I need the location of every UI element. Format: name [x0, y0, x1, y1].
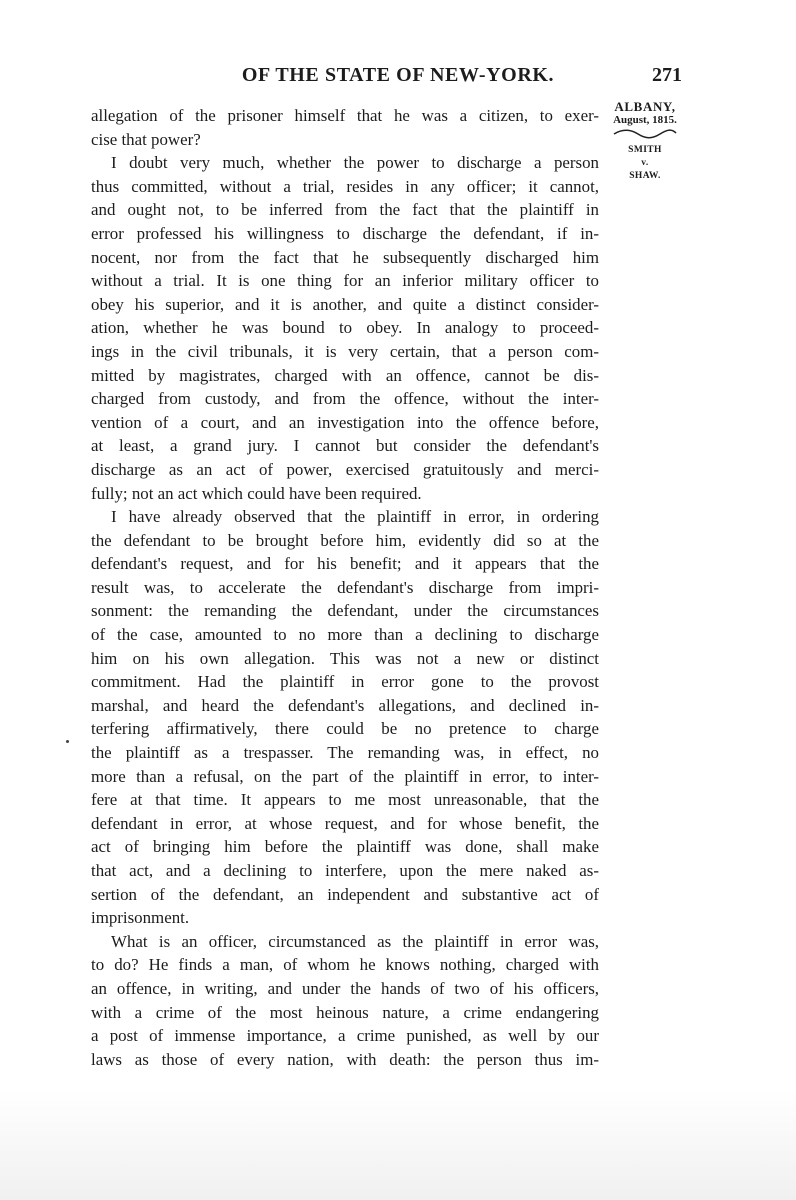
text-line: at least, a grand jury. I cannot but consider the defendant's [91, 436, 599, 456]
text-line: mitted by magistrates, charged with an offence, cannot be dis- [91, 365, 599, 385]
text-line: charged from custody, and from the offence, without the inter- [91, 389, 599, 409]
margin-note-place: ALBANY, [614, 99, 676, 114]
text-line: and ought not, to be inferred from the fact that the plaintiff in [91, 200, 599, 220]
text-line: commitment. Had the plaintiff in error gone to the provost [91, 672, 599, 692]
text-line: to do? He finds a man, of whom he knows nothing, charged with [91, 955, 599, 975]
stray-ink-mark [66, 740, 69, 743]
text-line: sertion of the defendant, an independent and substantive act of [91, 884, 599, 904]
margin-note-case [604, 144, 686, 182]
page-number: 271 [652, 64, 682, 86]
text-line: the plaintiff as a trespasser. The remanding was, in effect, no [91, 743, 599, 763]
text-line: an offence, in writing, and under the hands of two of his officers, [91, 978, 599, 998]
text-line: with a crime of the most heinous nature, a crime endangering [91, 1002, 599, 1022]
text-line: laws as those of every nation, with death: the person thus im- [91, 1049, 599, 1069]
text-line: defendant in error, at whose request, and for whose benefit, the [91, 813, 599, 833]
text-line: marshal, and heard the defendant's allegations, and declined in- [91, 695, 599, 715]
text-line: discharge as an act of power, exercised gratuitously and merci- [91, 459, 599, 479]
text-line: terfering affirmatively, there could be no pretence to charge [91, 719, 599, 739]
margin-note-date: August, 1815. [613, 113, 677, 126]
text-line: fere at that time. It appears to me most unreasonable, that the [91, 790, 599, 810]
text-line: imprisonment. [91, 908, 190, 928]
text-line: sonment: the remanding the defendant, under the circumstances [91, 601, 599, 621]
text-line: more than a refusal, on the part of the plaintiff in error, to inter- [91, 766, 599, 786]
case-party-1: SMITH [628, 145, 662, 156]
text-line: error professed his willingness to discharge the defendant, if in- [91, 223, 599, 243]
margin-note [604, 100, 686, 183]
text-line: nocent, nor from the fact that he subsequently discharged him [91, 247, 599, 267]
text-line: allegation of the prisoner himself that he was a citizen, to exer- [91, 106, 599, 125]
body-text [91, 104, 599, 1071]
text-line: ation, whether he was bound to obey. In analogy to proceed- [91, 318, 599, 338]
case-party-2: SHAW. [629, 170, 661, 181]
flourish-ornament-icon [612, 128, 678, 140]
text-line: ings in the civil tribunals, it is very certain, that a person com- [91, 341, 599, 361]
text-line: that act, and a declining to interfere, upon the mere naked as- [91, 861, 599, 880]
text-line: thus committed, without a trial, resides in any officer; it cannot, [91, 176, 599, 196]
text-line: of the case, amounted to no more than a declining to discharge [91, 625, 599, 645]
text-line: cise that power? [91, 129, 201, 149]
scan-shadow [0, 1090, 796, 1200]
text-line: vention of a court, and an investigation into the offence before, [91, 412, 599, 432]
case-versus: v. [641, 158, 649, 168]
text-line: without a trial. It is one thing for an inferior military officer to [91, 271, 599, 291]
text-line: obey his superior, and it is another, and quite a distinct consider- [91, 294, 599, 314]
text-line: What is an officer, circumstanced as the plaintiff in error was, [111, 931, 599, 951]
text-line: I doubt very much, whether the power to discharge a person [111, 153, 599, 173]
text-line: a post of immense importance, a crime punished, as well by our [91, 1026, 599, 1046]
text-line: defendant's request, and for his benefit; and it appears that the [91, 554, 599, 574]
text-line: I have already observed that the plaintiff in error, in ordering [111, 507, 599, 527]
text-line: the defendant to be brought before him, evidently did so at the [91, 530, 599, 550]
text-line: fully; not an act which could have been required. [91, 483, 422, 503]
text-line: act of bringing him before the plaintiff was done, shall make [91, 837, 599, 857]
running-head: OF THE STATE OF NEW-YORK. [241, 64, 555, 86]
text-line: result was, to accelerate the defendant's discharge from impri- [91, 577, 599, 597]
text-line: him on his own allegation. This was not a new or distinct [91, 648, 599, 668]
